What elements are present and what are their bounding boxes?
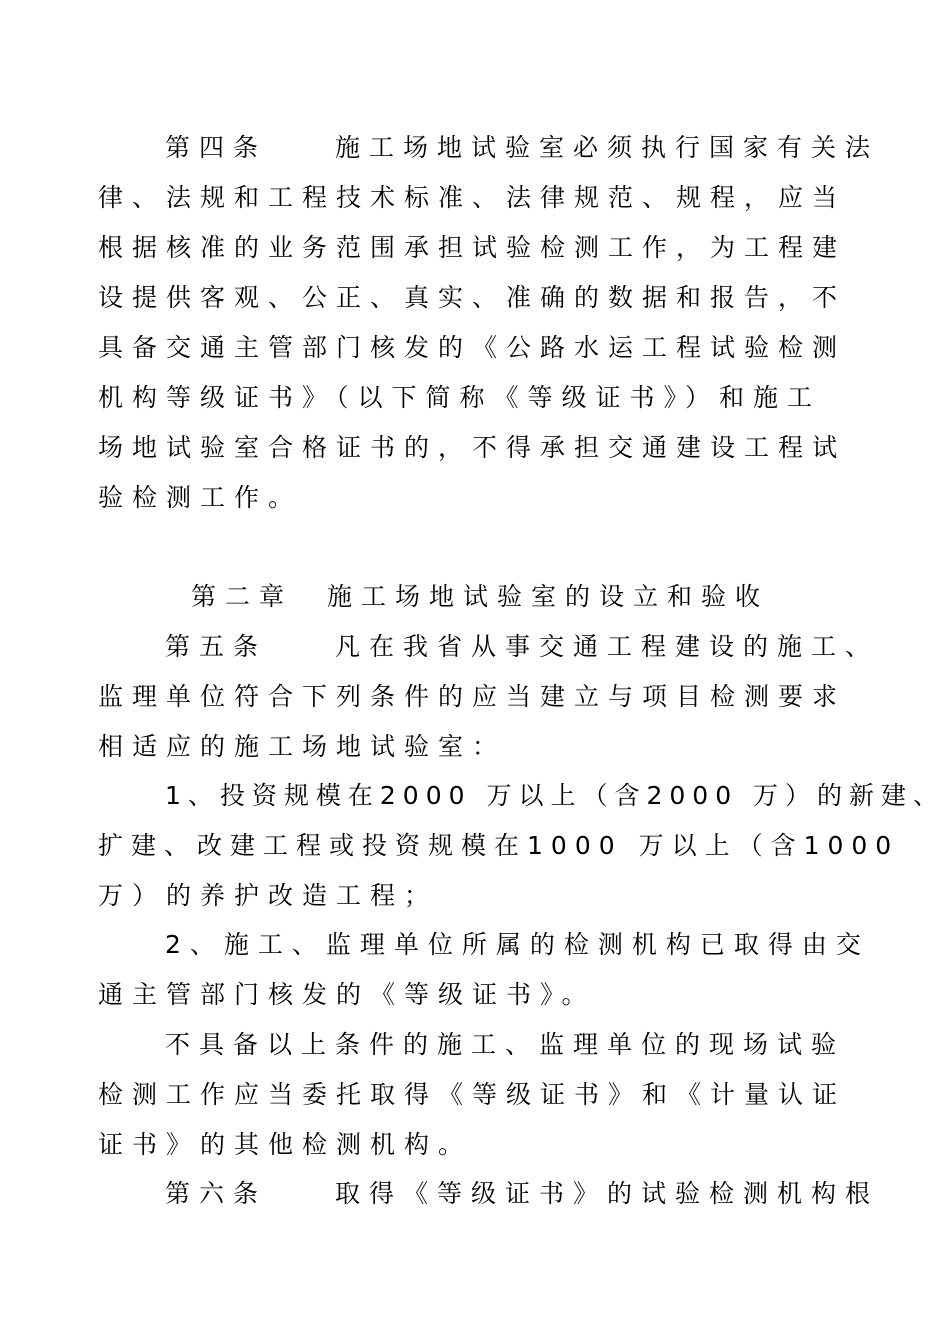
article4-line-1: 第四条 施工场地试验室必须执行国家有关法 (165, 133, 880, 162)
article4-line-6: 机构等级证书》（以下简称《等级证书》）和施工 (98, 383, 822, 412)
article4-line-7: 场地试验室合格证书的，不得承担交通建设工程试 (98, 433, 847, 462)
otherwise-line-1: 不具备以上条件的施工、监理单位的现场试验 (165, 1030, 846, 1059)
article4-line-8: 验检测工作。 (98, 483, 303, 512)
item2-line-2: 通主管部门核发的《等级证书》。 (98, 980, 596, 1009)
article4-line-4: 设提供客观、公正、真实、准确的数据和报告，不 (98, 283, 847, 312)
article5-line-1: 第五条 凡在我省从事交通工程建设的施工、 (165, 632, 880, 661)
item1-line-3: 万）的养护改造工程； (98, 881, 439, 910)
item1-line-2: 扩建、改建工程或投资规模在1000 万以上（含1000 (98, 831, 900, 860)
chapter-title: 第二章 施工场地试验室的设立和验收 (191, 582, 770, 611)
article4-line-5: 具备交通主管部门核发的《公路水运工程试验检测 (98, 333, 847, 362)
item2-line-1: 2、施工、监理单位所属的检测机构已取得由交 (165, 930, 870, 959)
item1-line-1: 1、投资规模在2000 万以上（含2000 万）的新建、 (165, 781, 946, 810)
otherwise-line-3: 证书》的其他检测机构。 (98, 1130, 473, 1159)
otherwise-line-2: 检测工作应当委托取得《等级证书》和《计量认证 (98, 1080, 847, 1109)
article4-line-3: 根据核准的业务范围承担试验检测工作，为工程建 (98, 233, 847, 262)
article5-line-2: 监理单位符合下列条件的应当建立与项目检测要求 (98, 682, 847, 711)
article4-line-2: 律、法规和工程技术标准、法律规范、规程，应当 (98, 183, 847, 212)
article5-line-3: 相适应的施工场地试验室： (98, 732, 507, 761)
article6-line-1: 第六条 取得《等级证书》的试验检测机构根 (165, 1179, 880, 1208)
